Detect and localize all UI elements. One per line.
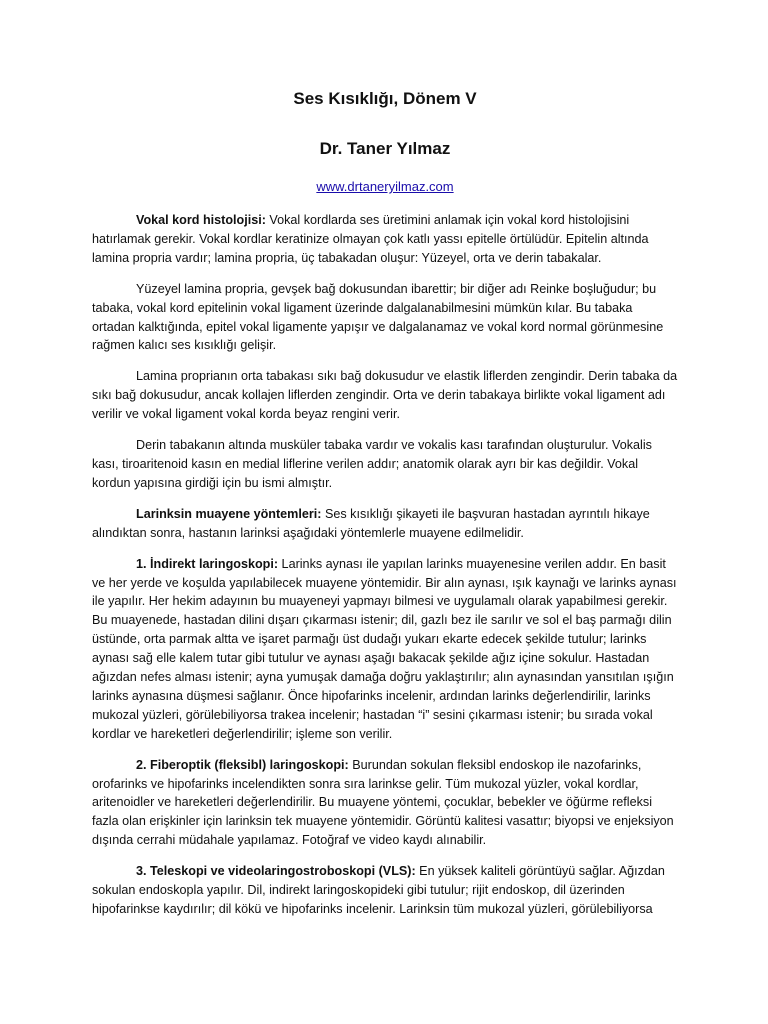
paragraph-fiberoptic-laryngoscopy bbox=[92, 756, 678, 851]
paragraph-text: Yüzeyel lamina propria, gevşek bağ dokusundan ibarettir; bir diğer adı Reinke boşluğudur; bu tabaka, vokal kord epitelinin vokal ligament üzerinde dalgalanabilmesini mümkün kılar. Bu tabaka ortadan kalktığında, epitel vokal ligamente yapışır ve dalgalanamaz ve vokal kord normal görünmesine rağmen kalıcı ses kısıklığı gelişir. bbox=[92, 281, 664, 353]
paragraph-telescopy-vls bbox=[92, 862, 678, 919]
paragraph-examination-methods bbox=[92, 505, 678, 543]
paragraph-lead: 2. Fiberoptik (fleksibl) laringoskopi: bbox=[136, 757, 349, 772]
paragraph-superficial-lamina bbox=[92, 280, 678, 356]
paragraph-text: Lamina proprianın orta tabakası sıkı bağ dokusudur ve elastik liflerden zengindir. Derin tabaka da sıkı bağ dokusudur, ancak kollajen liflerden zengindir. Orta ve derin tabakaya birlikte vokal ligament adı verilir ve vokal ligament vokal korda beyaz rengini verir. bbox=[92, 369, 678, 422]
paragraph-text: Vokal kordlarda ses üretimini anlamak için vokal kord histolojisini hatırlamak gerekir. Vokal kordlar keratinize olmayan çok katlı yassı epitelle örtülüdür. Epitelin altında lamina propria vardır; lamina propria, üç tabakadan oluşur: Yüzeyel, orta ve derin tabakalar. bbox=[92, 213, 649, 265]
paragraph-text: Derin tabakanın altında musküler tabaka vardır ve vokalis kası tarafından oluşturulur. Vokalis kası, tiroaritenoid kasın en medial liflerine verilen addır; anatomik olarak ayrı bir kas değildir. Vokal kordun yapısına girdiği için bu ismi almıştır. bbox=[92, 438, 652, 490]
author-name: Dr. Taner Yılmaz bbox=[319, 139, 451, 158]
document-title: Ses Kısıklığı, Dönem V bbox=[293, 89, 477, 108]
paragraph-lead: Vokal kord histolojisi: bbox=[136, 213, 266, 227]
paragraph-middle-lamina bbox=[92, 367, 678, 424]
website-link[interactable]: www.drtaneryilmaz.com bbox=[316, 179, 454, 194]
paragraph-indirect-laryngoscopy bbox=[92, 555, 678, 744]
paragraph-text: En yüksek kaliteli görüntüyü sağlar. Ağızdan sokulan endoskopla yapılır. Dil, indirekt laringoskopideki gibi tutulur; rijit endoskop, dil üzerinden hipofarinkse kaydırılır; dil kökü ve hipofarinks incelenir. Larinksin tüm mukozal yüzleri, görülebiliyorsa bbox=[92, 864, 665, 916]
paragraph-lead: 3. Teleskopi ve videolaringostroboskopi (VLS): bbox=[136, 864, 416, 879]
paragraph-lead: 1. İndirekt laringoskopi: bbox=[136, 556, 279, 571]
paragraph-muscular-layer bbox=[92, 436, 678, 493]
paragraph-lead: Larinksin muayene yöntemleri: bbox=[136, 506, 322, 521]
paragraph-text: Burundan sokulan fleksibl endoskop ile nazofarinks, orofarinks ve hipofarinks incelendikten sonra sıra larinkse gelir. Tüm mukozal yüzler, vokal kordlar, aritenoidler ve hareketleri değerlendirilir. Bu muayene yöntemi, çocuklar, bebekler ve öğürme refleksi fazla olan erişkinler için larinksin tek muayene yöntemidir. Görüntü kalitesi vasattır; biyopsi ve enjeksiyon dışında cerrahi müdahale yapılamaz. Fotoğraf ve video kaydı alınabilir. bbox=[92, 757, 674, 848]
paragraph-text: Larinks aynası ile yapılan larinks muayenesine verilen addır. En basit ve her yerde ve koşulda yapılabilecek muayene yöntemidir. Bir alın aynası, ışık kaynağı ve larinks aynası ile yapılır. Her hekim adayının bu muayeneyi yapmayı bilmesi ve uygulamalı olarak yapabilmesi gerekir. Bu muayenede, hastadan dilini dışarı çıkarması istenir; dil, gazlı bez ile sarılır ve sol el baş parmağı dilin üstünde, orta parmak altta ve işaret parmağı üst dudağı yukarı ekarte edecek şekilde tutulur; larinks aynası sağ elle kalem tutar gibi tutulur ve aynası aşağı bakacak şekilde ağız içine sokulur. Hastadan ağızdan nefes alması istenir; ayna yumuşak damağa doğru yaklaştırılır; alın aynasından yansıtılan ışığın larinks aynasına düşmesi sağlanır. Önce hipofarinks incelenir, ardından larinks değerlendirilir, larinks mukozal yüzleri, görülebiliyorsa trakea incelenir; hastadan “i” sesini çıkarması istenir; bu sırada vokal kordlar ve hareketleri değerlendirilir; işleme son verilir. bbox=[92, 556, 677, 741]
paragraph-text: Ses kısıklığı şikayeti ile başvuran hastadan ayrıntılı hikaye alındıktan sonra, hastanın larinksi aşağıdaki yöntemlerle muayene edilmelidir. bbox=[92, 506, 650, 540]
paragraph-histology bbox=[92, 211, 678, 268]
